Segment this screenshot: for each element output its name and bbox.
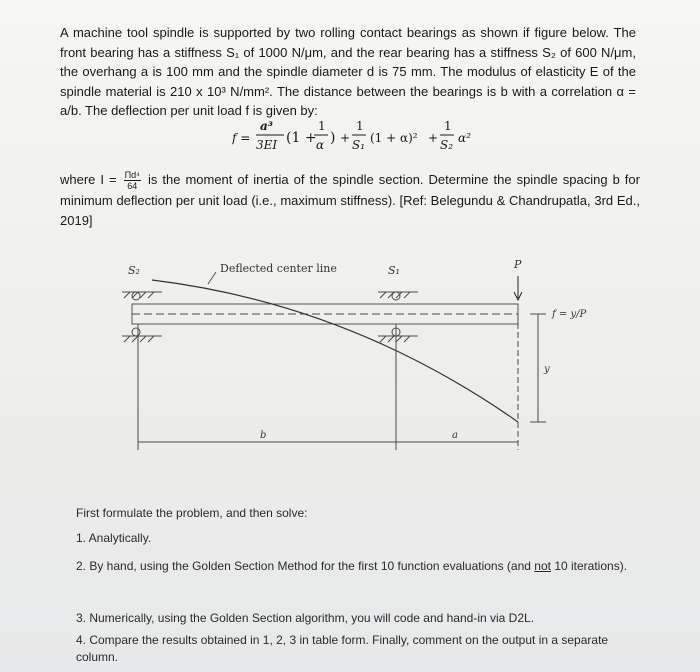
rear-bearing-s2: [122, 292, 162, 342]
inertia-fraction: [124, 170, 141, 191]
spindle-diagram: [100, 254, 680, 454]
eq-lhs: f =: [232, 131, 251, 145]
task-2: [76, 558, 636, 575]
eq-t3-num: 1: [444, 119, 452, 133]
eq-t1-den: 3EI: [256, 138, 278, 152]
eq-t2-rest: (1 + α)²: [370, 131, 418, 145]
deflected-center-line: [152, 280, 518, 422]
eq-t2-num: 1: [356, 119, 364, 133]
task-1: 1. Analytically.: [76, 531, 152, 545]
label-s2: S₂: [128, 264, 140, 277]
where-pre: where I =: [60, 172, 117, 187]
eq-plus1: +: [340, 131, 351, 145]
problem-statement: A machine tool spindle is supported by two rolling contact bearings as shown if figure below. The front bearing has a stiffness S₁ of 1000 N/μm, and the rear bearing has a stiffness S₂ of 600 N/μm, the overhang a is 100 mm and the spindle diameter d is 75 mm. The modulus of elasticity E of the spindle material is 210 x 10³ N/mm². The distance between the bearings is b with a correlation α = a/b. The deflection per unit load f is given by:: [60, 25, 636, 118]
eq-t3-rest: α²: [458, 131, 471, 145]
inertia-denominator: 64: [127, 181, 138, 192]
label-fyp: f = y/P: [552, 309, 587, 320]
task-2-post: 10 iterations).: [550, 559, 628, 573]
task-4: 4. Compare the results obtained in 1, 2, 3 in table form. Finally, comment on the output in a separate column.: [76, 633, 609, 664]
label-a: a: [452, 430, 458, 441]
task-2-not: not: [534, 559, 551, 573]
task-intro: First formulate the problem, and then solve:: [76, 506, 308, 520]
deflection-equation: [232, 112, 492, 162]
eq-t3-den: S₂: [440, 138, 454, 152]
eq-t2-den: S₁: [352, 138, 366, 152]
where-post: is the moment of inertia of the spindle section. Determine the spindle spacing b for minimum deflection per unit load (i.e., maximum stiffness). [Ref: Belegundu & Chandrupatla, 3rd Ed., 2019]: [60, 172, 640, 228]
label-p: P: [514, 258, 522, 271]
task-3: 3. Numerically, using the Golden Section algorithm, you will code and hand-in via D2L.: [76, 611, 535, 625]
task-2-pre: 2. By hand, using the Golden Section Method for the first 10 function evaluations (and: [76, 559, 535, 573]
eq-frac1-num: 1: [318, 119, 326, 133]
label-y: y: [544, 364, 550, 375]
eq-paren1-close: ): [330, 130, 336, 146]
eq-plus2: +: [428, 131, 439, 145]
inertia-numerator: Πd⁴: [124, 170, 140, 181]
moment-of-inertia-definition: [60, 170, 640, 230]
eq-t1-num: a³: [260, 119, 274, 133]
front-bearing-s1: [378, 292, 418, 342]
eq-paren1: (1 +: [286, 130, 317, 146]
label-deflected: Deflected center line: [220, 262, 337, 275]
eq-frac1-den: α: [316, 138, 325, 152]
label-s1: S₁: [388, 264, 400, 277]
label-b: b: [260, 430, 267, 441]
